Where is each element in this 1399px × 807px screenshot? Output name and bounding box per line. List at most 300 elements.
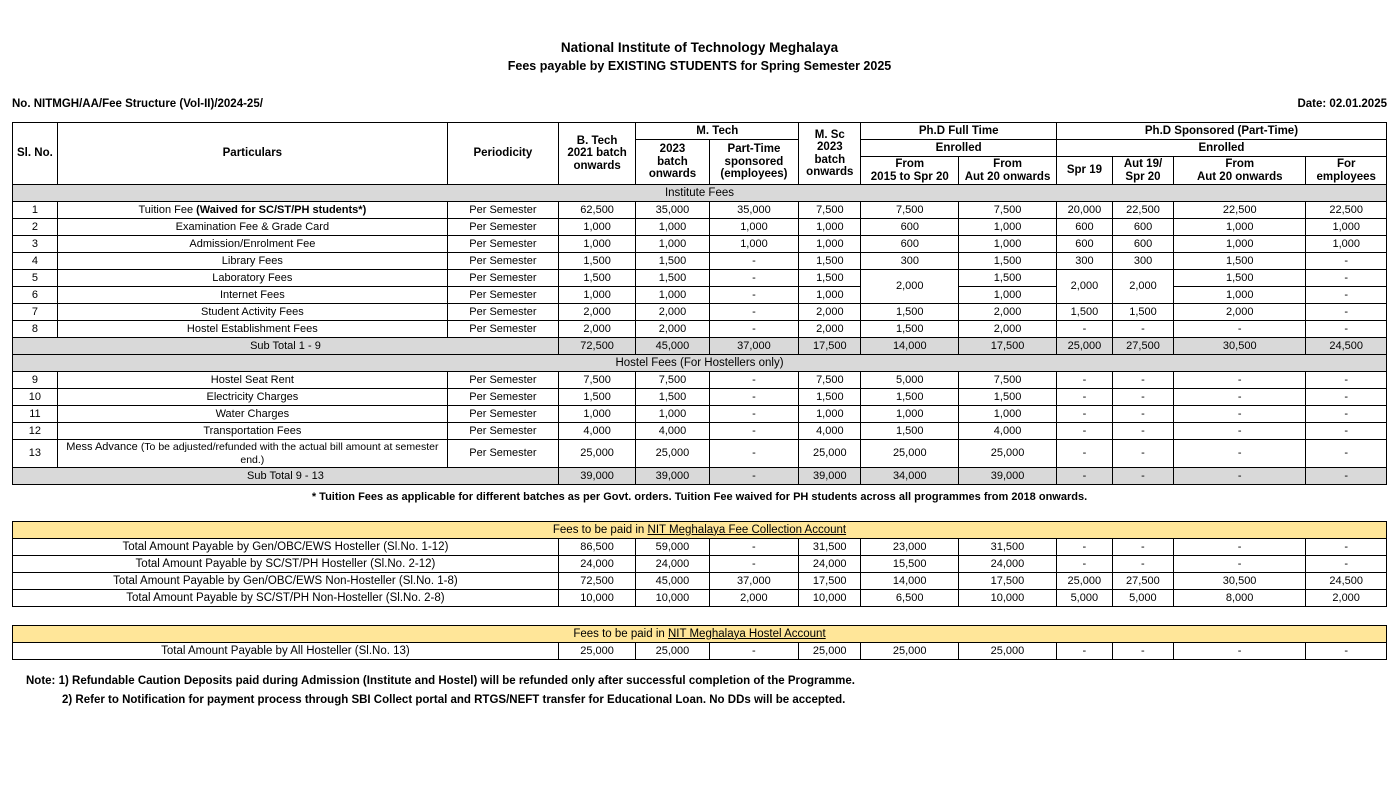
- cell-btech: 24,000: [558, 556, 635, 573]
- cell-phdsp-aut19: -: [1112, 372, 1173, 389]
- cell-phdsp-spr19: -: [1056, 643, 1112, 660]
- cell-mtech-regular: 7,500: [636, 372, 709, 389]
- reference-line: [12, 98, 1387, 110]
- cell-phdsp-spr19: -: [1056, 539, 1112, 556]
- row-periodicity: Per Semester: [447, 253, 558, 270]
- row-sl-no: 13: [13, 440, 58, 468]
- subtotal-phdsp-aut20: -: [1174, 468, 1306, 485]
- cell-phdft-2015-merged: 2,000: [861, 270, 959, 304]
- fee-collection-account-table: [12, 521, 1387, 607]
- table-row: [13, 539, 1387, 556]
- col-header-phdft-1-l1: From: [895, 158, 925, 170]
- cell-phdsp-aut20: -: [1174, 406, 1306, 423]
- section-band-institute-fees: [13, 185, 1387, 202]
- subtotal-row-institute: [13, 338, 1387, 355]
- cell-phdft-aut20: 1,500: [959, 270, 1057, 287]
- subtotal-phdsp-aut20: 30,500: [1174, 338, 1306, 355]
- cell-phdsp-aut19: -: [1112, 321, 1173, 338]
- cell-phdft-2015: 600: [861, 219, 959, 236]
- note-item-1: 1) Refundable Caution Deposits paid during Admission (Institute and Hostel) will be refunded only after successful completion of the Programme.: [58, 675, 855, 687]
- cell-btech: 62,500: [558, 202, 635, 219]
- cell-phdsp-aut20: -: [1173, 556, 1305, 573]
- subtotal-row-hostel: [13, 468, 1387, 485]
- cell-mtech-parttime: -: [709, 270, 799, 287]
- fee-collection-body: [13, 522, 1387, 607]
- col-header-phdsp-spr19: Spr 19: [1056, 157, 1112, 185]
- cell-phdft-2015: 600: [861, 236, 959, 253]
- cell-mtech-parttime: -: [709, 287, 799, 304]
- col-header-phdsp-aut19-spr20: [1112, 157, 1173, 185]
- cell-phdft-aut20: 2,000: [959, 321, 1057, 338]
- cell-btech: 2,000: [558, 321, 635, 338]
- row-periodicity: Per Semester: [447, 236, 558, 253]
- row-sl-no: 6: [13, 287, 58, 304]
- band-account-name: NIT Meghalaya Fee Collection Account: [647, 523, 847, 536]
- notes-lead: Note:: [26, 675, 56, 687]
- cell-mtech-regular: 1,500: [636, 270, 709, 287]
- row-sl-no: 1: [13, 202, 58, 219]
- cell-phdsp-spr19: -: [1056, 372, 1112, 389]
- cell-mtech-parttime: 1,000: [709, 219, 799, 236]
- cell-phdsp-aut19: 600: [1112, 236, 1173, 253]
- cell-phdsp-spr19: -: [1056, 423, 1112, 440]
- row-periodicity: Per Semester: [447, 304, 558, 321]
- cell-phdsp-employees: 1,000: [1306, 236, 1387, 253]
- cell-msc: 25,000: [799, 643, 861, 660]
- subtotal-label: Sub Total 1 - 9: [13, 338, 559, 355]
- cell-phdsp-employees: -: [1306, 643, 1387, 660]
- cell-phdsp-spr19: -: [1056, 321, 1112, 338]
- cell-phdft-2015: 5,000: [861, 372, 959, 389]
- cell-mtech-parttime: -: [709, 321, 799, 338]
- cell-phdft-aut20: 1,500: [959, 389, 1057, 406]
- col-header-phdsp-4-l2: employees: [1316, 170, 1376, 183]
- cell-btech: 25,000: [558, 440, 635, 468]
- cell-phdsp-employees: -: [1306, 539, 1387, 556]
- cell-mtech-parttime: -: [709, 372, 799, 389]
- cell-phdft-2015: 23,000: [861, 539, 959, 556]
- subgroup-header-phdsp-enrolled: Enrolled: [1056, 140, 1386, 157]
- cell-phdsp-employees: -: [1306, 270, 1387, 287]
- cell-msc: 31,500: [799, 539, 861, 556]
- cell-btech: 72,500: [558, 573, 635, 590]
- col-header-phdsp-employees: [1306, 157, 1387, 185]
- row-particulars: Hostel Seat Rent: [57, 372, 447, 389]
- col-header-phdft-2-l1: From: [993, 158, 1022, 170]
- cell-mtech-parttime: 35,000: [709, 202, 799, 219]
- cell-phdsp-employees: 24,500: [1306, 573, 1387, 590]
- total-row-label: Total Amount Payable by Gen/OBC/EWS Non-Hosteller (Sl.No. 1-8): [13, 573, 559, 590]
- cell-msc: 1,000: [799, 236, 861, 253]
- page-title: National Institute of Technology Meghalaya: [560, 40, 839, 55]
- subtotal-phdft-2015: 14,000: [861, 338, 959, 355]
- table-row: [13, 270, 1387, 287]
- hostel-account-body: [13, 626, 1387, 660]
- cell-mtech-parttime: -: [709, 643, 799, 660]
- hostel-account-band-row: [13, 626, 1387, 643]
- group-header-phd-fulltime: Ph.D Full Time: [861, 123, 1057, 140]
- cell-phdsp-spr19: 1,500: [1056, 304, 1112, 321]
- subtotal-phdsp-spr19: 25,000: [1056, 338, 1112, 355]
- cell-phdft-aut20: 31,500: [959, 539, 1057, 556]
- row-sl-no: 5: [13, 270, 58, 287]
- cell-phdsp-employees: 22,500: [1306, 202, 1387, 219]
- row-sl-no: 12: [13, 423, 58, 440]
- cell-mtech-regular: 4,000: [636, 423, 709, 440]
- row-particulars: Admission/Enrolment Fee: [57, 236, 447, 253]
- cell-phdft-2015: 14,000: [861, 573, 959, 590]
- subtotal-mtech-parttime: -: [709, 468, 799, 485]
- subtotal-phdft-aut20: 39,000: [959, 468, 1057, 485]
- cell-mtech-parttime: -: [709, 556, 799, 573]
- col-header-phdsp-3-l2: Aut 20 onwards: [1196, 170, 1283, 183]
- section-band-label: Institute Fees: [13, 185, 1387, 202]
- cell-msc: 17,500: [799, 573, 861, 590]
- row-sl-no: 10: [13, 389, 58, 406]
- cell-btech: 4,000: [558, 423, 635, 440]
- row-sl-no: 4: [13, 253, 58, 270]
- cell-btech: 86,500: [558, 539, 635, 556]
- cell-phdsp-employees: -: [1306, 304, 1387, 321]
- band-prefix: Fees to be paid in: [552, 523, 648, 536]
- cell-phdsp-aut20: 1,000: [1174, 236, 1306, 253]
- cell-mtech-parttime: -: [709, 253, 799, 270]
- table-row: [13, 304, 1387, 321]
- cell-phdft-2015: 25,000: [861, 440, 959, 468]
- hostel-account-table: [12, 625, 1387, 660]
- col-header-btech-l3: onwards: [573, 159, 621, 172]
- cell-phdft-2015: 1,500: [861, 304, 959, 321]
- cell-phdsp-aut19: 600: [1112, 219, 1173, 236]
- total-row-label: Total Amount Payable by SC/ST/PH Hosteller (Sl.No. 2-12): [13, 556, 559, 573]
- cell-phdft-2015: 6,500: [861, 590, 959, 607]
- cell-phdft-2015: 7,500: [861, 202, 959, 219]
- row-particulars: Hostel Establishment Fees: [57, 321, 447, 338]
- table-row: [13, 236, 1387, 253]
- cell-phdsp-employees: 1,000: [1306, 219, 1387, 236]
- cell-phdsp-aut19: -: [1112, 556, 1173, 573]
- col-header-phdsp-3-l1: From: [1225, 158, 1255, 170]
- table-row: [13, 590, 1387, 607]
- cell-phdft-2015: 1,000: [861, 406, 959, 423]
- table-row: [13, 423, 1387, 440]
- cell-btech: 1,500: [558, 253, 635, 270]
- cell-phdft-aut20: 10,000: [959, 590, 1057, 607]
- cell-msc: 24,000: [799, 556, 861, 573]
- cell-mtech-regular: 10,000: [636, 590, 709, 607]
- cell-phdsp-aut19: -: [1112, 389, 1173, 406]
- cell-phdsp-spr19: -: [1056, 556, 1112, 573]
- cell-phdft-aut20: 1,000: [959, 406, 1057, 423]
- cell-msc: 1,500: [799, 253, 861, 270]
- row-particulars-note: (Waived for SC/ST/PH students*): [196, 203, 367, 216]
- cell-phdft-2015: 1,500: [861, 389, 959, 406]
- row-particulars-text: Mess Advance: [66, 441, 141, 453]
- row-periodicity: Per Semester: [447, 406, 558, 423]
- row-sl-no: 2: [13, 219, 58, 236]
- table-row: [13, 573, 1387, 590]
- cell-mtech-regular: 2,000: [636, 304, 709, 321]
- subtotal-phdsp-employees: 24,500: [1306, 338, 1387, 355]
- cell-phdsp-aut20: -: [1174, 372, 1306, 389]
- cell-phdsp-spr19: 20,000: [1056, 202, 1112, 219]
- total-row-label: Total Amount Payable by All Hosteller (Sl.No. 13): [13, 643, 559, 660]
- table-row: [13, 219, 1387, 236]
- cell-btech: 25,000: [558, 643, 635, 660]
- cell-mtech-regular: 1,500: [636, 253, 709, 270]
- cell-msc: 1,000: [799, 287, 861, 304]
- col-header-phdsp-aut20: [1174, 157, 1306, 185]
- cell-phdsp-employees: -: [1306, 423, 1387, 440]
- row-particulars-text: Tuition Fee: [138, 203, 197, 216]
- cell-msc: 25,000: [799, 440, 861, 468]
- cell-btech: 1,000: [558, 406, 635, 423]
- subtotal-mtech-regular: 45,000: [636, 338, 709, 355]
- col-header-msc-l3: onwards: [806, 166, 854, 178]
- cell-phdsp-aut20: -: [1174, 440, 1306, 468]
- cell-phdsp-aut19: -: [1112, 643, 1173, 660]
- row-particulars-note: (To be adjusted/refunded with the actual bill amount at semester end.): [140, 441, 439, 466]
- row-periodicity: Per Semester: [447, 372, 558, 389]
- subtotal-label: Sub Total 9 - 13: [13, 468, 559, 485]
- row-particulars: [57, 202, 447, 219]
- cell-phdsp-aut20: 1,000: [1174, 287, 1306, 304]
- cell-phdsp-aut19: -: [1112, 539, 1173, 556]
- cell-phdsp-spr19: -: [1056, 406, 1112, 423]
- cell-phdsp-employees: -: [1306, 440, 1387, 468]
- row-sl-no: 8: [13, 321, 58, 338]
- cell-phdsp-aut20: -: [1174, 321, 1306, 338]
- note-line-2: [26, 691, 1387, 710]
- cell-mtech-regular: 1,000: [636, 219, 709, 236]
- cell-phdft-aut20: 2,000: [959, 304, 1057, 321]
- col-header-mtech-regular-l2: batch: [657, 155, 688, 168]
- cell-phdsp-aut20: 1,000: [1174, 219, 1306, 236]
- cell-phdft-aut20: 7,500: [959, 372, 1057, 389]
- cell-mtech-parttime: -: [709, 389, 799, 406]
- cell-mtech-regular: 1,000: [636, 406, 709, 423]
- col-header-phdft-1-l2: 2015 to Spr 20: [870, 170, 949, 183]
- fee-collection-band: [13, 522, 1387, 539]
- cell-phdsp-aut20: 22,500: [1174, 202, 1306, 219]
- cell-mtech-parttime: -: [709, 539, 799, 556]
- subtotal-mtech-regular: 39,000: [636, 468, 709, 485]
- cell-phdsp-aut20: 2,000: [1174, 304, 1306, 321]
- reference-number: No. NITMGH/AA/Fee Structure (Vol-II)/2024-25/: [12, 98, 263, 110]
- col-header-phdft-2015-spr20: [861, 157, 959, 185]
- header-row-1: [13, 123, 1387, 140]
- table-row: [13, 253, 1387, 270]
- subtotal-phdsp-spr19: -: [1056, 468, 1112, 485]
- cell-btech: 1,000: [558, 236, 635, 253]
- row-particulars: Laboratory Fees: [57, 270, 447, 287]
- cell-phdsp-employees: -: [1306, 556, 1387, 573]
- cell-mtech-regular: 2,000: [636, 321, 709, 338]
- cell-phdsp-aut19: 300: [1112, 253, 1173, 270]
- row-periodicity: Per Semester: [447, 202, 558, 219]
- col-header-mtech-regular-l1: 2023: [659, 143, 686, 156]
- cell-phdsp-aut20: -: [1174, 389, 1306, 406]
- col-header-btech-l2: 2021 batch: [567, 147, 627, 160]
- cell-phdft-aut20: 1,000: [959, 236, 1057, 253]
- col-header-btech: [558, 123, 635, 185]
- col-header-phdsp-2-l2: Spr 20: [1125, 170, 1161, 183]
- row-particulars: Internet Fees: [57, 287, 447, 304]
- cell-btech: 7,500: [558, 372, 635, 389]
- cell-phdft-2015: 15,500: [861, 556, 959, 573]
- row-particulars: Library Fees: [57, 253, 447, 270]
- table-row: [13, 202, 1387, 219]
- cell-msc: 7,500: [799, 372, 861, 389]
- cell-msc: 1,500: [799, 270, 861, 287]
- table-row: [13, 556, 1387, 573]
- fee-collection-band-row: [13, 522, 1387, 539]
- total-row-label: Total Amount Payable by Gen/OBC/EWS Hosteller (Sl.No. 1-12): [13, 539, 559, 556]
- cell-phdft-aut20: 17,500: [959, 573, 1057, 590]
- col-header-msc-l2: 2023 batch: [814, 141, 846, 166]
- cell-msc: 2,000: [799, 304, 861, 321]
- band-prefix: Fees to be paid in: [573, 627, 668, 640]
- col-header-phdft-2-l2: Aut 20 onwards: [964, 170, 1051, 183]
- cell-phdft-aut20: 24,000: [959, 556, 1057, 573]
- cell-mtech-regular: 45,000: [636, 573, 709, 590]
- table-row: [13, 440, 1387, 468]
- cell-mtech-regular: 25,000: [636, 643, 709, 660]
- col-header-phdft-aut20: [959, 157, 1057, 185]
- cell-msc: 10,000: [799, 590, 861, 607]
- row-particulars: Water Charges: [57, 406, 447, 423]
- cell-phdft-2015: 1,500: [861, 423, 959, 440]
- spacer: [12, 503, 1387, 521]
- cell-phdsp-employees: 2,000: [1306, 590, 1387, 607]
- table-row: [13, 643, 1387, 660]
- row-particulars: Examination Fee & Grade Card: [57, 219, 447, 236]
- cell-phdsp-aut19: -: [1112, 423, 1173, 440]
- cell-phdsp-employees: -: [1306, 389, 1387, 406]
- cell-phdsp-aut20: 1,500: [1174, 253, 1306, 270]
- cell-mtech-parttime: 37,000: [709, 573, 799, 590]
- fee-table-body: [13, 185, 1387, 485]
- notes-block: [12, 672, 1387, 710]
- col-header-mtech-parttime: [709, 140, 799, 185]
- cell-btech: 2,000: [558, 304, 635, 321]
- cell-mtech-regular: 1,000: [636, 287, 709, 304]
- cell-phdft-aut20: 25,000: [959, 643, 1057, 660]
- subtotal-phdft-aut20: 17,500: [959, 338, 1057, 355]
- table-row: [13, 287, 1387, 304]
- row-particulars: Electricity Charges: [57, 389, 447, 406]
- cell-mtech-parttime: -: [709, 423, 799, 440]
- subtotal-msc: 39,000: [799, 468, 861, 485]
- cell-msc: 4,000: [799, 423, 861, 440]
- cell-mtech-regular: 25,000: [636, 440, 709, 468]
- col-header-btech-l1: B. Tech: [576, 134, 618, 147]
- col-header-mtech-regular: [636, 140, 709, 185]
- cell-phdft-2015: 25,000: [861, 643, 959, 660]
- cell-mtech-parttime: 2,000: [709, 590, 799, 607]
- row-particulars: Student Activity Fees: [57, 304, 447, 321]
- cell-msc: 1,500: [799, 389, 861, 406]
- cell-phdsp-aut19: 1,500: [1112, 304, 1173, 321]
- cell-mtech-parttime: -: [709, 440, 799, 468]
- row-sl-no: 11: [13, 406, 58, 423]
- cell-phdsp-spr19: -: [1056, 440, 1112, 468]
- row-sl-no: 7: [13, 304, 58, 321]
- col-header-mtech-regular-l3: onwards: [648, 168, 697, 181]
- cell-btech: 1,500: [558, 270, 635, 287]
- cell-phdsp-spr19: -: [1056, 389, 1112, 406]
- subtotal-phdft-2015: 34,000: [861, 468, 959, 485]
- cell-phdsp-aut19: 5,000: [1112, 590, 1173, 607]
- cell-mtech-parttime: -: [709, 304, 799, 321]
- total-row-label: Total Amount Payable by SC/ST/PH Non-Hosteller (Sl.No. 2-8): [13, 590, 559, 607]
- cell-mtech-regular: 24,000: [636, 556, 709, 573]
- cell-phdsp-spr19-merged: 2,000: [1056, 270, 1112, 304]
- col-header-particulars: Particulars: [57, 123, 447, 185]
- cell-msc: 1,000: [799, 406, 861, 423]
- cell-phdsp-employees: -: [1306, 321, 1387, 338]
- table-row: [13, 321, 1387, 338]
- subgroup-header-phdft-enrolled: Enrolled: [861, 140, 1057, 157]
- cell-phdft-2015: 1,500: [861, 321, 959, 338]
- cell-btech: 1,000: [558, 287, 635, 304]
- cell-mtech-parttime: -: [709, 406, 799, 423]
- row-periodicity: Per Semester: [447, 270, 558, 287]
- note-item-2: 2) Refer to Notification for payment process through SBI Collect portal and RTGS/NEFT transfer for Educational Loan. No DDs will be accepted.: [62, 694, 846, 706]
- row-periodicity: Per Semester: [447, 440, 558, 468]
- cell-phdsp-aut20: 8,000: [1173, 590, 1305, 607]
- cell-phdsp-aut20: -: [1174, 423, 1306, 440]
- cell-phdsp-aut19-merged: 2,000: [1112, 270, 1173, 304]
- col-header-mtech-parttime-l1: Part-Time: [727, 143, 781, 156]
- row-periodicity: Per Semester: [447, 321, 558, 338]
- cell-phdsp-spr19: 300: [1056, 253, 1112, 270]
- cell-mtech-regular: 59,000: [636, 539, 709, 556]
- table-row: [13, 389, 1387, 406]
- cell-phdsp-aut20: 1,500: [1174, 270, 1306, 287]
- cell-mtech-regular: 1,500: [636, 389, 709, 406]
- cell-phdsp-aut19: 22,500: [1112, 202, 1173, 219]
- section-band-hostel-fees: [13, 355, 1387, 372]
- cell-phdsp-spr19: 600: [1056, 236, 1112, 253]
- section-band-label: Hostel Fees (For Hostellers only): [13, 355, 1387, 372]
- spacer: [12, 607, 1387, 625]
- cell-phdsp-spr19: 5,000: [1056, 590, 1112, 607]
- cell-msc: 1,000: [799, 219, 861, 236]
- cell-phdsp-spr19: 600: [1056, 219, 1112, 236]
- table-row: [13, 372, 1387, 389]
- note-line-1: [26, 672, 1387, 691]
- row-periodicity: Per Semester: [447, 219, 558, 236]
- col-header-phdsp-4-l1: For: [1336, 158, 1356, 170]
- col-header-msc: [799, 123, 861, 185]
- cell-msc: 2,000: [799, 321, 861, 338]
- cell-phdft-2015: 300: [861, 253, 959, 270]
- cell-mtech-regular: 35,000: [636, 202, 709, 219]
- band-account-name: NIT Meghalaya Hostel Account: [667, 627, 826, 640]
- subtotal-msc: 17,500: [799, 338, 861, 355]
- cell-phdsp-employees: -: [1306, 287, 1387, 304]
- cell-phdsp-aut19: -: [1112, 440, 1173, 468]
- cell-phdft-aut20: 1,000: [959, 287, 1057, 304]
- group-header-phd-sponsored: Ph.D Sponsored (Part-Time): [1056, 123, 1386, 140]
- subtotal-mtech-parttime: 37,000: [709, 338, 799, 355]
- subtotal-phdsp-aut19: 27,500: [1112, 338, 1173, 355]
- hostel-account-band: [13, 626, 1387, 643]
- cell-btech: 1,000: [558, 219, 635, 236]
- subtotal-btech: 39,000: [558, 468, 635, 485]
- page-subtitle: Fees payable by EXISTING STUDENTS for Spring Semester 2025: [507, 59, 892, 73]
